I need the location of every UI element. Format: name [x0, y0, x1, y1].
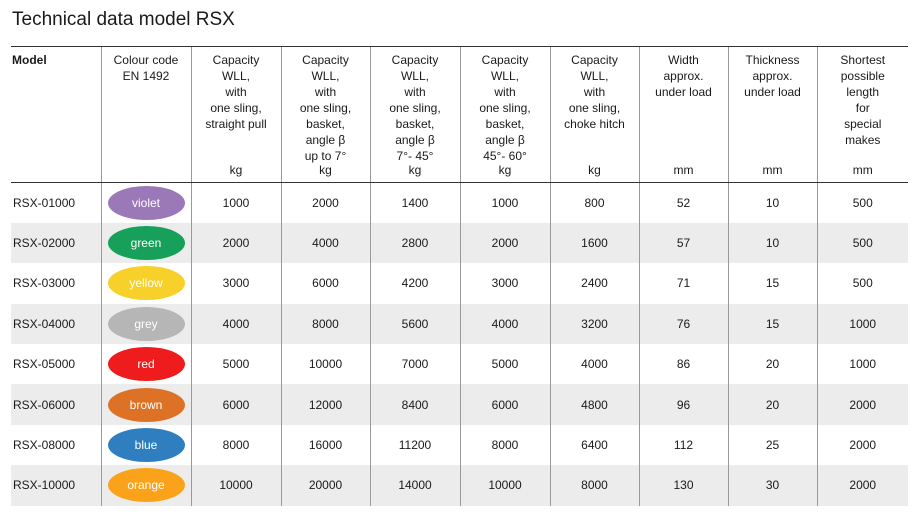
cell-model: RSX-03000	[13, 276, 76, 291]
cell-model: RSX-05000	[13, 357, 76, 372]
cell-capacity-basket-45-60: 5000	[460, 344, 550, 384]
cell-shortest-length: 2000	[817, 384, 908, 424]
table-row	[11, 344, 908, 384]
cell-capacity-basket-7-45: 11200	[370, 425, 460, 465]
cell-capacity-basket-45-60: 10000	[460, 465, 550, 505]
cell-capacity-basket-up-to-7: 6000	[281, 263, 370, 303]
header-colour-code: Colour code EN 1492	[101, 47, 191, 183]
cell-capacity-choke-hitch: 4000	[550, 344, 639, 384]
cell-capacity-basket-7-45: 5600	[370, 304, 460, 344]
cell-capacity-choke-hitch: 8000	[550, 465, 639, 505]
cell-capacity-choke-hitch: 1600	[550, 223, 639, 263]
cell-width: 71	[639, 263, 728, 303]
colour-swatch: violet	[108, 186, 185, 220]
cell-shortest-length: 500	[817, 223, 908, 263]
cell-shortest-length: 2000	[817, 425, 908, 465]
cell-capacity-straight: 3000	[191, 263, 281, 303]
header-capacity-basket-7-45: Capacity WLL, with one sling, basket, angle β 7°- 45° kg	[370, 47, 460, 183]
header-capacity-choke-hitch: Capacity WLL, with one sling, choke hitch kg	[550, 47, 639, 183]
cell-capacity-basket-7-45: 2800	[370, 223, 460, 263]
cell-colour-code	[101, 263, 191, 303]
header-model: Model	[11, 47, 101, 183]
cell-capacity-basket-45-60: 6000	[460, 384, 550, 424]
cell-capacity-basket-up-to-7: 10000	[281, 344, 370, 384]
cell-capacity-basket-up-to-7: 16000	[281, 425, 370, 465]
page-title: Technical data model RSX	[12, 9, 235, 30]
colour-swatch: orange	[108, 468, 185, 502]
cell-thickness: 30	[728, 465, 817, 505]
table-row	[11, 384, 908, 424]
cell-capacity-basket-7-45: 14000	[370, 465, 460, 505]
cell-model: RSX-08000	[13, 438, 76, 453]
cell-width: 112	[639, 425, 728, 465]
header-width: Width approx. under load mm	[639, 47, 728, 183]
cell-shortest-length: 2000	[817, 465, 908, 505]
colour-swatch: grey	[108, 307, 185, 341]
unit-label: mm	[852, 163, 873, 177]
unit-label: mm	[762, 163, 783, 177]
cell-thickness: 15	[728, 263, 817, 303]
header-capacity-basket-up-to-7: Capacity WLL, with one sling, basket, angle β up to 7° kg	[281, 47, 370, 183]
cell-capacity-basket-45-60: 2000	[460, 223, 550, 263]
unit-label: kg	[408, 163, 422, 177]
cell-colour-code	[101, 425, 191, 465]
cell-capacity-basket-45-60: 8000	[460, 425, 550, 465]
cell-width: 76	[639, 304, 728, 344]
cell-capacity-basket-up-to-7: 4000	[281, 223, 370, 263]
cell-capacity-choke-hitch: 3200	[550, 304, 639, 344]
table-row	[11, 223, 908, 263]
cell-capacity-straight: 1000	[191, 183, 281, 223]
cell-colour-code	[101, 223, 191, 263]
table-row	[11, 183, 908, 223]
cell-capacity-straight: 6000	[191, 384, 281, 424]
colour-swatch: blue	[108, 428, 185, 462]
cell-capacity-basket-7-45: 4200	[370, 263, 460, 303]
cell-model: RSX-10000	[11, 465, 101, 505]
cell-capacity-basket-45-60: 3000	[460, 263, 550, 303]
cell-capacity-basket-45-60: 4000	[460, 304, 550, 344]
cell-width: 52	[639, 183, 728, 223]
cell-colour-code	[101, 344, 191, 384]
cell-capacity-basket-up-to-7: 20000	[281, 465, 370, 505]
cell-capacity-choke-hitch: 800	[550, 183, 639, 223]
cell-colour-code	[101, 304, 191, 344]
cell-thickness: 10	[728, 223, 817, 263]
cell-model: RSX-06000	[11, 384, 101, 424]
table-row	[11, 263, 908, 303]
cell-width: 57	[639, 223, 728, 263]
cell-capacity-basket-up-to-7: 2000	[281, 183, 370, 223]
cell-capacity-choke-hitch: 4800	[550, 384, 639, 424]
unit-label: kg	[229, 163, 243, 177]
cell-colour-code	[101, 465, 191, 505]
cell-shortest-length: 500	[817, 263, 908, 303]
cell-capacity-straight: 10000	[191, 465, 281, 505]
unit-label: mm	[673, 163, 694, 177]
colour-swatch: red	[108, 347, 185, 381]
header-capacity-basket-45-60: Capacity WLL, with one sling, basket, angle β 45°- 60° kg	[460, 47, 550, 183]
cell-shortest-length: 1000	[817, 344, 908, 384]
cell-width: 96	[639, 384, 728, 424]
cell-shortest-length: 500	[817, 183, 908, 223]
header-shortest-length: Shortest possible length for special makes mm	[817, 47, 908, 183]
cell-capacity-basket-7-45: 1400	[370, 183, 460, 223]
cell-model: RSX-02000	[11, 223, 101, 263]
cell-capacity-basket-7-45: 7000	[370, 344, 460, 384]
cell-capacity-choke-hitch: 6400	[550, 425, 639, 465]
cell-capacity-straight: 5000	[191, 344, 281, 384]
cell-colour-code	[101, 183, 191, 223]
cell-capacity-basket-45-60: 1000	[460, 183, 550, 223]
cell-shortest-length: 1000	[817, 304, 908, 344]
cell-capacity-straight: 8000	[191, 425, 281, 465]
colour-swatch: brown	[108, 388, 185, 422]
table-body	[11, 183, 908, 506]
cell-capacity-choke-hitch: 2400	[550, 263, 639, 303]
header-thickness: Thickness approx. under load mm	[728, 47, 817, 183]
colour-swatch: yellow	[108, 266, 185, 300]
table-row	[11, 304, 908, 344]
cell-thickness: 10	[728, 183, 817, 223]
cell-width: 130	[639, 465, 728, 505]
header-row	[11, 47, 908, 183]
technical-data-table	[11, 46, 908, 506]
cell-model: RSX-04000	[11, 304, 101, 344]
cell-thickness: 25	[728, 425, 817, 465]
unit-label: kg	[498, 163, 512, 177]
cell-capacity-basket-up-to-7: 12000	[281, 384, 370, 424]
table-row	[11, 425, 908, 465]
cell-colour-code	[101, 384, 191, 424]
cell-thickness: 15	[728, 304, 817, 344]
colour-swatch: green	[108, 226, 185, 260]
cell-model: RSX-01000	[13, 195, 76, 210]
table-row	[11, 465, 908, 505]
unit-label: kg	[588, 163, 601, 177]
cell-capacity-straight: 2000	[191, 223, 281, 263]
header-capacity-straight-pull: Capacity WLL, with one sling, straight pull kg	[191, 47, 281, 183]
unit-label: kg	[319, 163, 332, 177]
cell-width: 86	[639, 344, 728, 384]
cell-capacity-basket-7-45: 8400	[370, 384, 460, 424]
cell-capacity-straight: 4000	[191, 304, 281, 344]
cell-thickness: 20	[728, 384, 817, 424]
cell-thickness: 20	[728, 344, 817, 384]
cell-capacity-basket-up-to-7: 8000	[281, 304, 370, 344]
